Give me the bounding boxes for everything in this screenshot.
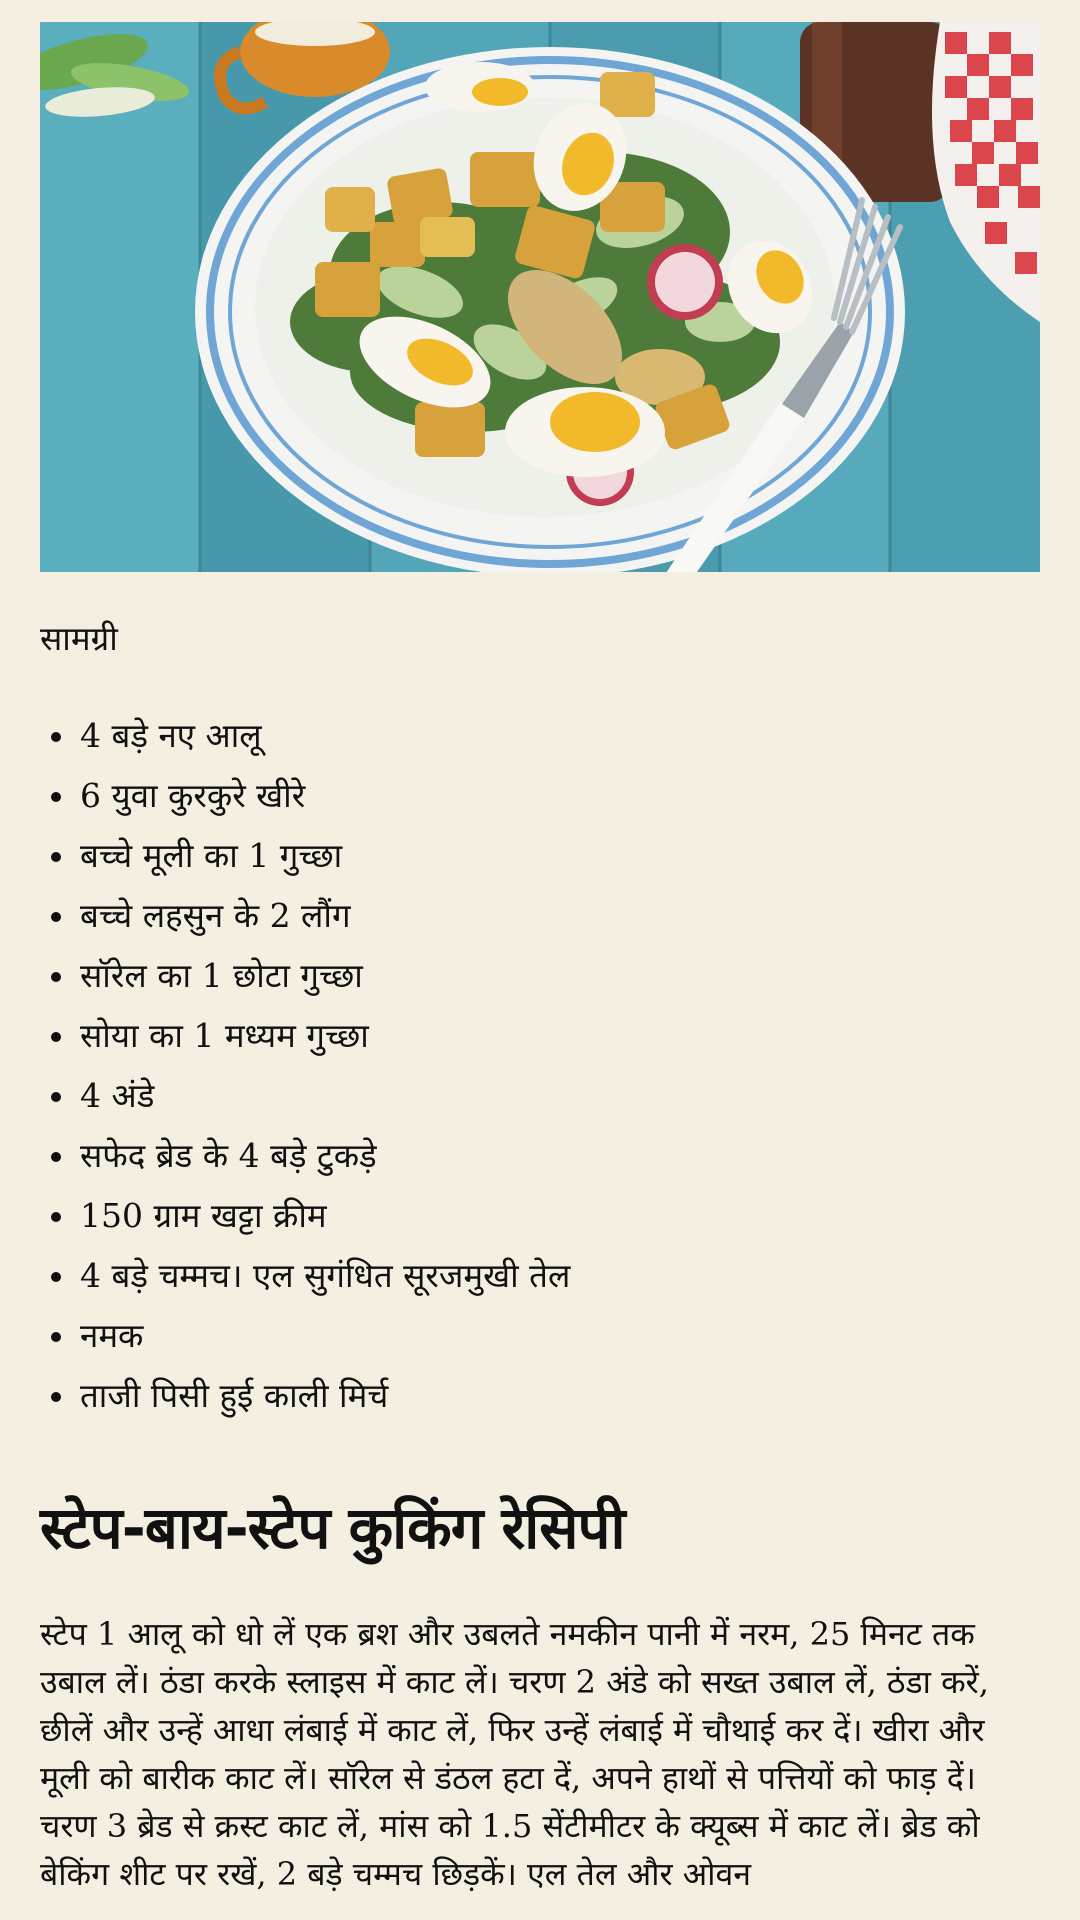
list-item (40, 886, 1040, 946)
ingredient-text: सॉरेल का 1 छोटा गुच्छा (80, 956, 363, 995)
bullet-icon (51, 1212, 61, 1222)
bullet-icon (51, 1152, 61, 1162)
list-item (40, 1066, 1040, 1126)
recipe-steps-paragraph: स्टेप 1 आलू को धो लें एक ब्रश और उबलते नमकीन पानी में नरम, 25 मिनट तक उबाल लें। ठंडा करके स्लाइस में काट लें। चरण 2 अंडे को सख्त उबाल लें, ठंडा करें, छीलें और उन्हें आधा लंबाई में काट लें, फिर उन्हें लंबाई में चौथाई कर दें। खीरा और मूली को बारीक काट लें। सॉरेल से डंठल हटा दें, अपने हाथों से पत्तियों को फाड़ दें। चरण 3 ब्रेड से क्रस्ट काट लें, मांस को 1.5 सेंटीमीटर के क्यूब्स में काट लें। ब्रेड को बेकिंग शीट पर रखें, 2 बड़े चम्मच छिड़कें। एल तेल और ओवन (40, 1615, 989, 1893)
list-item (40, 706, 1040, 766)
bullet-icon (51, 852, 61, 862)
bullet-icon (51, 1392, 61, 1402)
bullet-icon (51, 1332, 61, 1342)
list-item (40, 826, 1040, 886)
bullet-icon (51, 732, 61, 742)
ingredients-label: सामग्री (40, 619, 118, 658)
list-item (40, 1006, 1040, 1066)
ingredient-text: 4 बड़े नए आलू (80, 716, 262, 755)
bullet-icon (51, 912, 61, 922)
list-item (40, 1126, 1040, 1186)
salad-plate-image (40, 22, 1040, 572)
ingredients-list (40, 706, 1040, 1426)
ingredient-text: बच्चे लहसुन के 2 लौंग (80, 896, 351, 935)
ingredient-text: नमक (80, 1316, 144, 1355)
list-item (40, 946, 1040, 1006)
bullet-icon (51, 972, 61, 982)
ingredient-text: 150 ग्राम खट्टा क्रीम (80, 1196, 327, 1235)
ingredient-text: 4 अंडे (80, 1076, 155, 1115)
list-item (40, 1246, 1040, 1306)
bullet-icon (51, 792, 61, 802)
list-item (40, 1366, 1040, 1426)
salad-illustration (40, 22, 1040, 572)
ingredient-text: सोया का 1 मध्यम गुच्छा (80, 1016, 369, 1055)
bullet-icon (51, 1092, 61, 1102)
ingredient-text: 6 युवा कुरकुरे खीरे (80, 776, 306, 815)
bullet-icon (51, 1032, 61, 1042)
list-item (40, 766, 1040, 826)
ingredient-text: ताजी पिसी हुई काली मिर्च (80, 1376, 389, 1415)
ingredient-text: बच्चे मूली का 1 गुच्छा (80, 836, 343, 875)
list-item (40, 1306, 1040, 1366)
ingredient-text: सफेद ब्रेड के 4 बड़े टुकड़े (80, 1136, 377, 1175)
bullet-icon (51, 1272, 61, 1282)
list-item (40, 1186, 1040, 1246)
recipe-heading: स्टेप-बाय-स्टेप कुकिंग रेसिपी (40, 1494, 625, 1562)
ingredient-text: 4 बड़े चम्मच। एल सुगंधित सूरजमुखी तेल (80, 1256, 571, 1295)
